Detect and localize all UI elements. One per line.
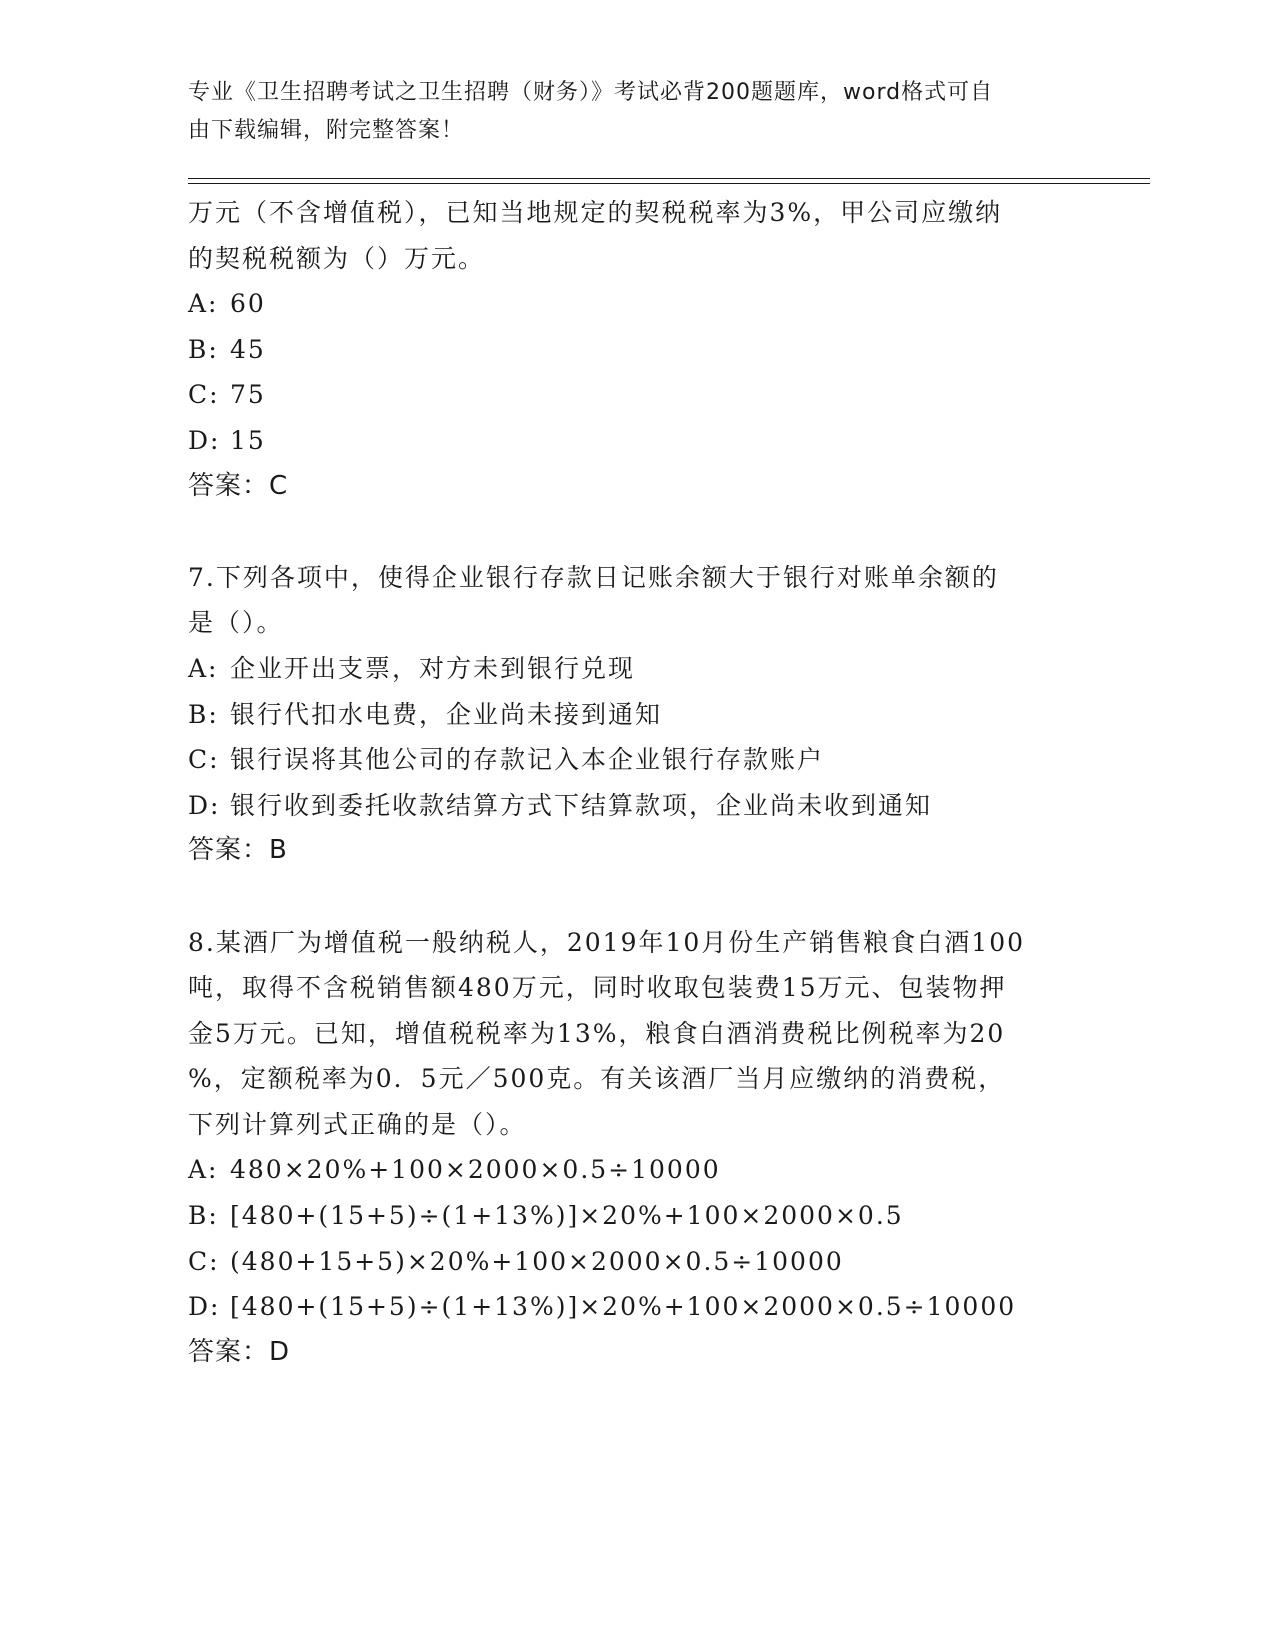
option-text: [480+(15+5)÷(1+13%)]×20%+100×2000×0.5 bbox=[230, 1201, 904, 1231]
option-letter: C: bbox=[188, 380, 220, 410]
option-text: 企业开出支票，对方未到银行兑现 bbox=[230, 653, 636, 683]
option-letter: A: bbox=[188, 653, 219, 683]
option-letter: D: bbox=[188, 790, 221, 820]
option-a bbox=[188, 281, 1088, 327]
option-text: 银行收到委托收款结算方式下结算款项，企业尚未收到通知 bbox=[230, 790, 933, 820]
question-6 bbox=[188, 190, 1088, 509]
option-letter: B: bbox=[188, 334, 219, 364]
document-body bbox=[188, 190, 1088, 1375]
question-stem-line: %，定额税率为0．5元／500克。有关该酒厂当月应缴纳的消费税， bbox=[188, 1064, 1006, 1094]
question-stem-line: 万元（不含增值税），已知当地规定的契税税率为3%，甲公司应缴纳 bbox=[188, 198, 1003, 227]
option-text: 银行误将其他公司的存款记入本企业银行存款账户 bbox=[230, 745, 825, 775]
header-rule-top bbox=[188, 178, 1150, 179]
header-rule-bottom bbox=[188, 183, 1150, 184]
option-b bbox=[188, 1193, 1088, 1239]
document-header bbox=[188, 74, 1068, 150]
option-text: 银行代扣水电费，企业尚未接到通知 bbox=[230, 699, 663, 729]
option-text: [480+(15+5)÷(1+13%)]×20%+100×2000×0.5÷10000 bbox=[230, 1292, 1017, 1322]
option-c bbox=[188, 1239, 1088, 1285]
question-stem-line: 是（）。 bbox=[188, 608, 284, 638]
spacer bbox=[188, 509, 1088, 555]
option-a bbox=[188, 1147, 1088, 1193]
option-text: 75 bbox=[230, 380, 266, 410]
option-c bbox=[188, 737, 1088, 783]
option-d bbox=[188, 1284, 1088, 1330]
question-8 bbox=[188, 920, 1088, 1376]
option-d bbox=[188, 418, 1088, 464]
option-text: 60 bbox=[230, 289, 266, 319]
option-letter: B: bbox=[188, 699, 219, 729]
option-letter: A: bbox=[188, 1155, 219, 1185]
option-text: 480×20%+100×2000×0.5÷10000 bbox=[230, 1155, 721, 1185]
answer: 答案：D bbox=[188, 1336, 291, 1367]
option-c bbox=[188, 372, 1088, 418]
option-letter: C: bbox=[188, 745, 220, 775]
header-line-1: 专业《卫生招聘考试之卫生招聘（财务）》考试必背200题题库，word格式可自 bbox=[188, 80, 994, 105]
option-text: 45 bbox=[230, 334, 266, 364]
option-letter: D: bbox=[188, 1292, 221, 1322]
answer: 答案：B bbox=[188, 835, 288, 866]
header-line-2: 由下载编辑，附完整答案！ bbox=[188, 118, 465, 143]
option-b bbox=[188, 327, 1088, 373]
question-stem-line: 8.某酒厂为增值税一般纳税人，2019年10月份生产销售粮食白酒100 bbox=[188, 927, 1026, 957]
option-a bbox=[188, 646, 1088, 692]
option-letter: B: bbox=[188, 1201, 219, 1231]
question-stem-line: 下列计算列式正确的是（）。 bbox=[188, 1109, 527, 1139]
spacer bbox=[188, 874, 1088, 920]
answer: 答案：C bbox=[188, 470, 289, 501]
option-d bbox=[188, 783, 1088, 829]
option-text: 15 bbox=[230, 425, 266, 455]
option-letter: D: bbox=[188, 425, 221, 455]
option-letter: C: bbox=[188, 1246, 220, 1276]
question-stem-line: 金5万元。已知，增值税税率为13%，粮食白酒消费税比例税率为20 bbox=[188, 1018, 1006, 1048]
option-b bbox=[188, 692, 1088, 738]
question-stem-line: 的契税税额为（）万元。 bbox=[188, 243, 486, 273]
option-text: (480+15+5)×20%+100×2000×0.5÷10000 bbox=[230, 1246, 844, 1276]
question-stem-line: 7.下列各项中，使得企业银行存款日记账余额大于银行对账单余额的 bbox=[188, 562, 999, 592]
option-letter: A: bbox=[188, 289, 219, 319]
question-7 bbox=[188, 555, 1088, 874]
question-stem-line: 吨，取得不含税销售额480万元，同时收取包装费15万元、包装物押 bbox=[188, 973, 1007, 1003]
